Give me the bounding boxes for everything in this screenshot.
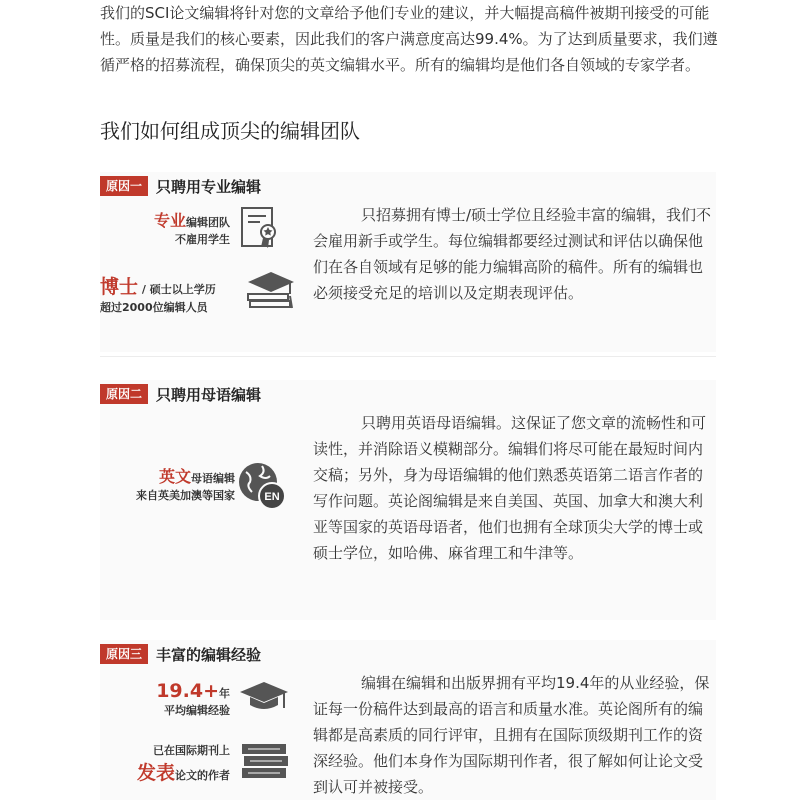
- badge-line2: 来自英美加澳等国家: [136, 489, 235, 502]
- reason-title: 只聘用专业编辑: [156, 177, 262, 196]
- badge-experience: [120, 680, 230, 718]
- badge-line2: 平均编辑经验: [164, 704, 230, 717]
- graduation-cap-icon: [238, 680, 290, 716]
- globe-en-label: EN: [264, 491, 280, 503]
- reason-title: 只聘用母语编辑: [156, 385, 262, 404]
- reason-tag: 原因三: [100, 644, 148, 664]
- badge-small-text: / 硕士以上学历: [141, 283, 216, 296]
- reason-body: 编辑在编辑和出版界拥有平均19.4年的从业经验，保证每一份稿件达到最高的语言和质量水准。英论阁所有的编辑都是高素质的同行评审，且拥有在国际顶级期刊工作的资深经验。他们本身作为国际期刊作者，很了解如何让论文受到认可并被接受。: [313, 674, 710, 796]
- stacked-books-icon: [240, 740, 290, 784]
- badge-native-english: [110, 464, 235, 503]
- badge-line2: 超过2000位编辑人员: [100, 301, 208, 314]
- globe-en-icon: [236, 460, 288, 512]
- badge-line2: 不雇用学生: [175, 233, 230, 246]
- divider: [100, 356, 716, 357]
- badge-big-text: 博士: [100, 276, 139, 298]
- badge-small-text: 编辑团队: [186, 216, 230, 229]
- graduation-cap-on-books-icon: [246, 270, 296, 312]
- badge-small-text: 年: [219, 687, 230, 700]
- badge-pre-text: 已在国际期刊上: [153, 744, 230, 757]
- reason-header: [100, 643, 261, 665]
- reason-body: 只聘用英语母语编辑。这保证了您文章的流畅性和可读性，并消除语义模糊部分。编辑们将尽可能在最短时间内交稿；另外，身为母语编辑的他们熟悉英语第二语言作者的写作问题。英论阁编辑是来自美国、英国、加拿大和澳大利亚等国家的英语母语者，他们也拥有全球顶尖大学的博士或硕士学位，如哈佛、麻省理工和牛津等。: [313, 414, 707, 562]
- reason-body: 只招募拥有博士/硕士学位且经验丰富的编辑，我们不会雇用新手或学生。每位编辑都要经过测试和评估以确保他们在各自领域有足够的能力编辑高阶的稿件。所有的编辑也必须接受充足的培训以及定期表现评估。: [313, 206, 712, 302]
- badge-small-text: 母语编辑: [191, 472, 235, 485]
- section-heading: 我们如何组成顶尖的编辑团队: [100, 119, 360, 143]
- reason-card-1: [100, 172, 716, 352]
- badge-big-text: 英文: [158, 467, 191, 486]
- intro-paragraph: 我们的SCI论文编辑将针对您的文章给予他们专业的建议，并大幅提高稿件被期刊接受的可能性。质量是我们的核心要素，因此我们的客户满意度高达99.4%。为了达到质量要求，我们遵循严格的招募流程，确保顶尖的英文编辑水平。所有的编辑均是他们各自领域的专家学者。: [100, 4, 718, 74]
- reason-tag: 原因一: [100, 176, 148, 196]
- badge-small-text: 论文的作者: [175, 769, 230, 782]
- badge-big-text: 专业: [153, 211, 186, 230]
- badge-big-text: 19.4+: [156, 680, 219, 702]
- reason-header: [100, 175, 261, 197]
- certificate-icon: [240, 206, 282, 250]
- badge-phd: [100, 272, 250, 315]
- reason-header: [100, 383, 261, 405]
- badge-big-text: 发表: [136, 762, 175, 784]
- badge-professional: [110, 208, 230, 247]
- reason-card-2: [100, 380, 716, 620]
- reason-card-3: [100, 640, 716, 800]
- badge-published-authors: [120, 742, 230, 785]
- reason-title: 丰富的编辑经验: [156, 645, 262, 664]
- reason-tag: 原因二: [100, 384, 148, 404]
